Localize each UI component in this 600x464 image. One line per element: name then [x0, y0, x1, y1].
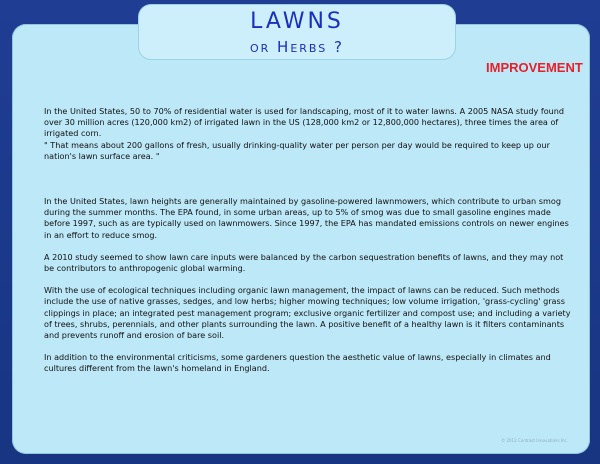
title-tab: [139, 5, 455, 59]
page-subtitle: or Herbs ?: [249, 38, 344, 56]
page-title: LAWNS: [250, 9, 344, 34]
paragraph-water-usage: In the United States, 50 to 70% of residential water is used for landscaping, most of it to water lawns. A 2005 NASA study found over 30 million acres (120,000 km2) of irrigated lawn in the US (128,000 km2 or 12,800,000 hectares), three times the area of irrigated corn.: [44, 106, 565, 139]
spacer: [44, 241, 574, 252]
paragraph-carbon-study: A 2010 study seemed to show lawn care inputs were balanced by the carbon sequestration benefits of lawns, and they may not be contributors to anthropogenic global warming.: [44, 251, 564, 274]
body-text: [44, 106, 574, 375]
copyright-notice: © 2012 Contrast Innovations Inc.: [501, 438, 568, 443]
spacer: [44, 162, 574, 196]
paragraph-lawnmowers: In the United States, lawn heights are generally maintained by gasoline-powered lawnmowers, which contribute to urban smog during the summer months. The EPA found, in some urban areas, up to 5% of smog was due to small gasoline engines made before 1997, such as are typically used on lawnmowers. Since 1997, the EPA has mandated emissions controls on newer engines in an effort to reduce smog.: [44, 196, 569, 240]
spacer: [44, 274, 574, 285]
improvement-badge: IMPROVEMENT: [486, 60, 583, 75]
spacer: [44, 341, 574, 352]
paragraph-ecological-techniques: With the use of ecological techniques including organic lawn management, the impact of lawns can be reduced. Such methods include the use of native grasses, sedges, and low herbs; higher mowing techniques; low volume irrigation, 'grass-cycling' grass clippings in place; an integrated pest management program; exclusive organic fertilizer and compost use; and including a variety of trees, shrubs, perennials, and other plants surrounding the lawn. A positive benefit of a healthy lawn is it filters contaminants and prevents runoff and erosion of bare soil.: [44, 285, 571, 341]
paragraph-quote: " That means about 200 gallons of fresh, usually drinking-quality water per person per day would be required to keep up our nation's lawn surface area. ": [44, 139, 550, 161]
paragraph-aesthetic-criticism: In addition to the environmental criticisms, some gardeners question the aesthetic value of lawns, especially in climates and cultures different from the lawn's homeland in England.: [44, 352, 551, 374]
content-panel: [12, 24, 590, 454]
